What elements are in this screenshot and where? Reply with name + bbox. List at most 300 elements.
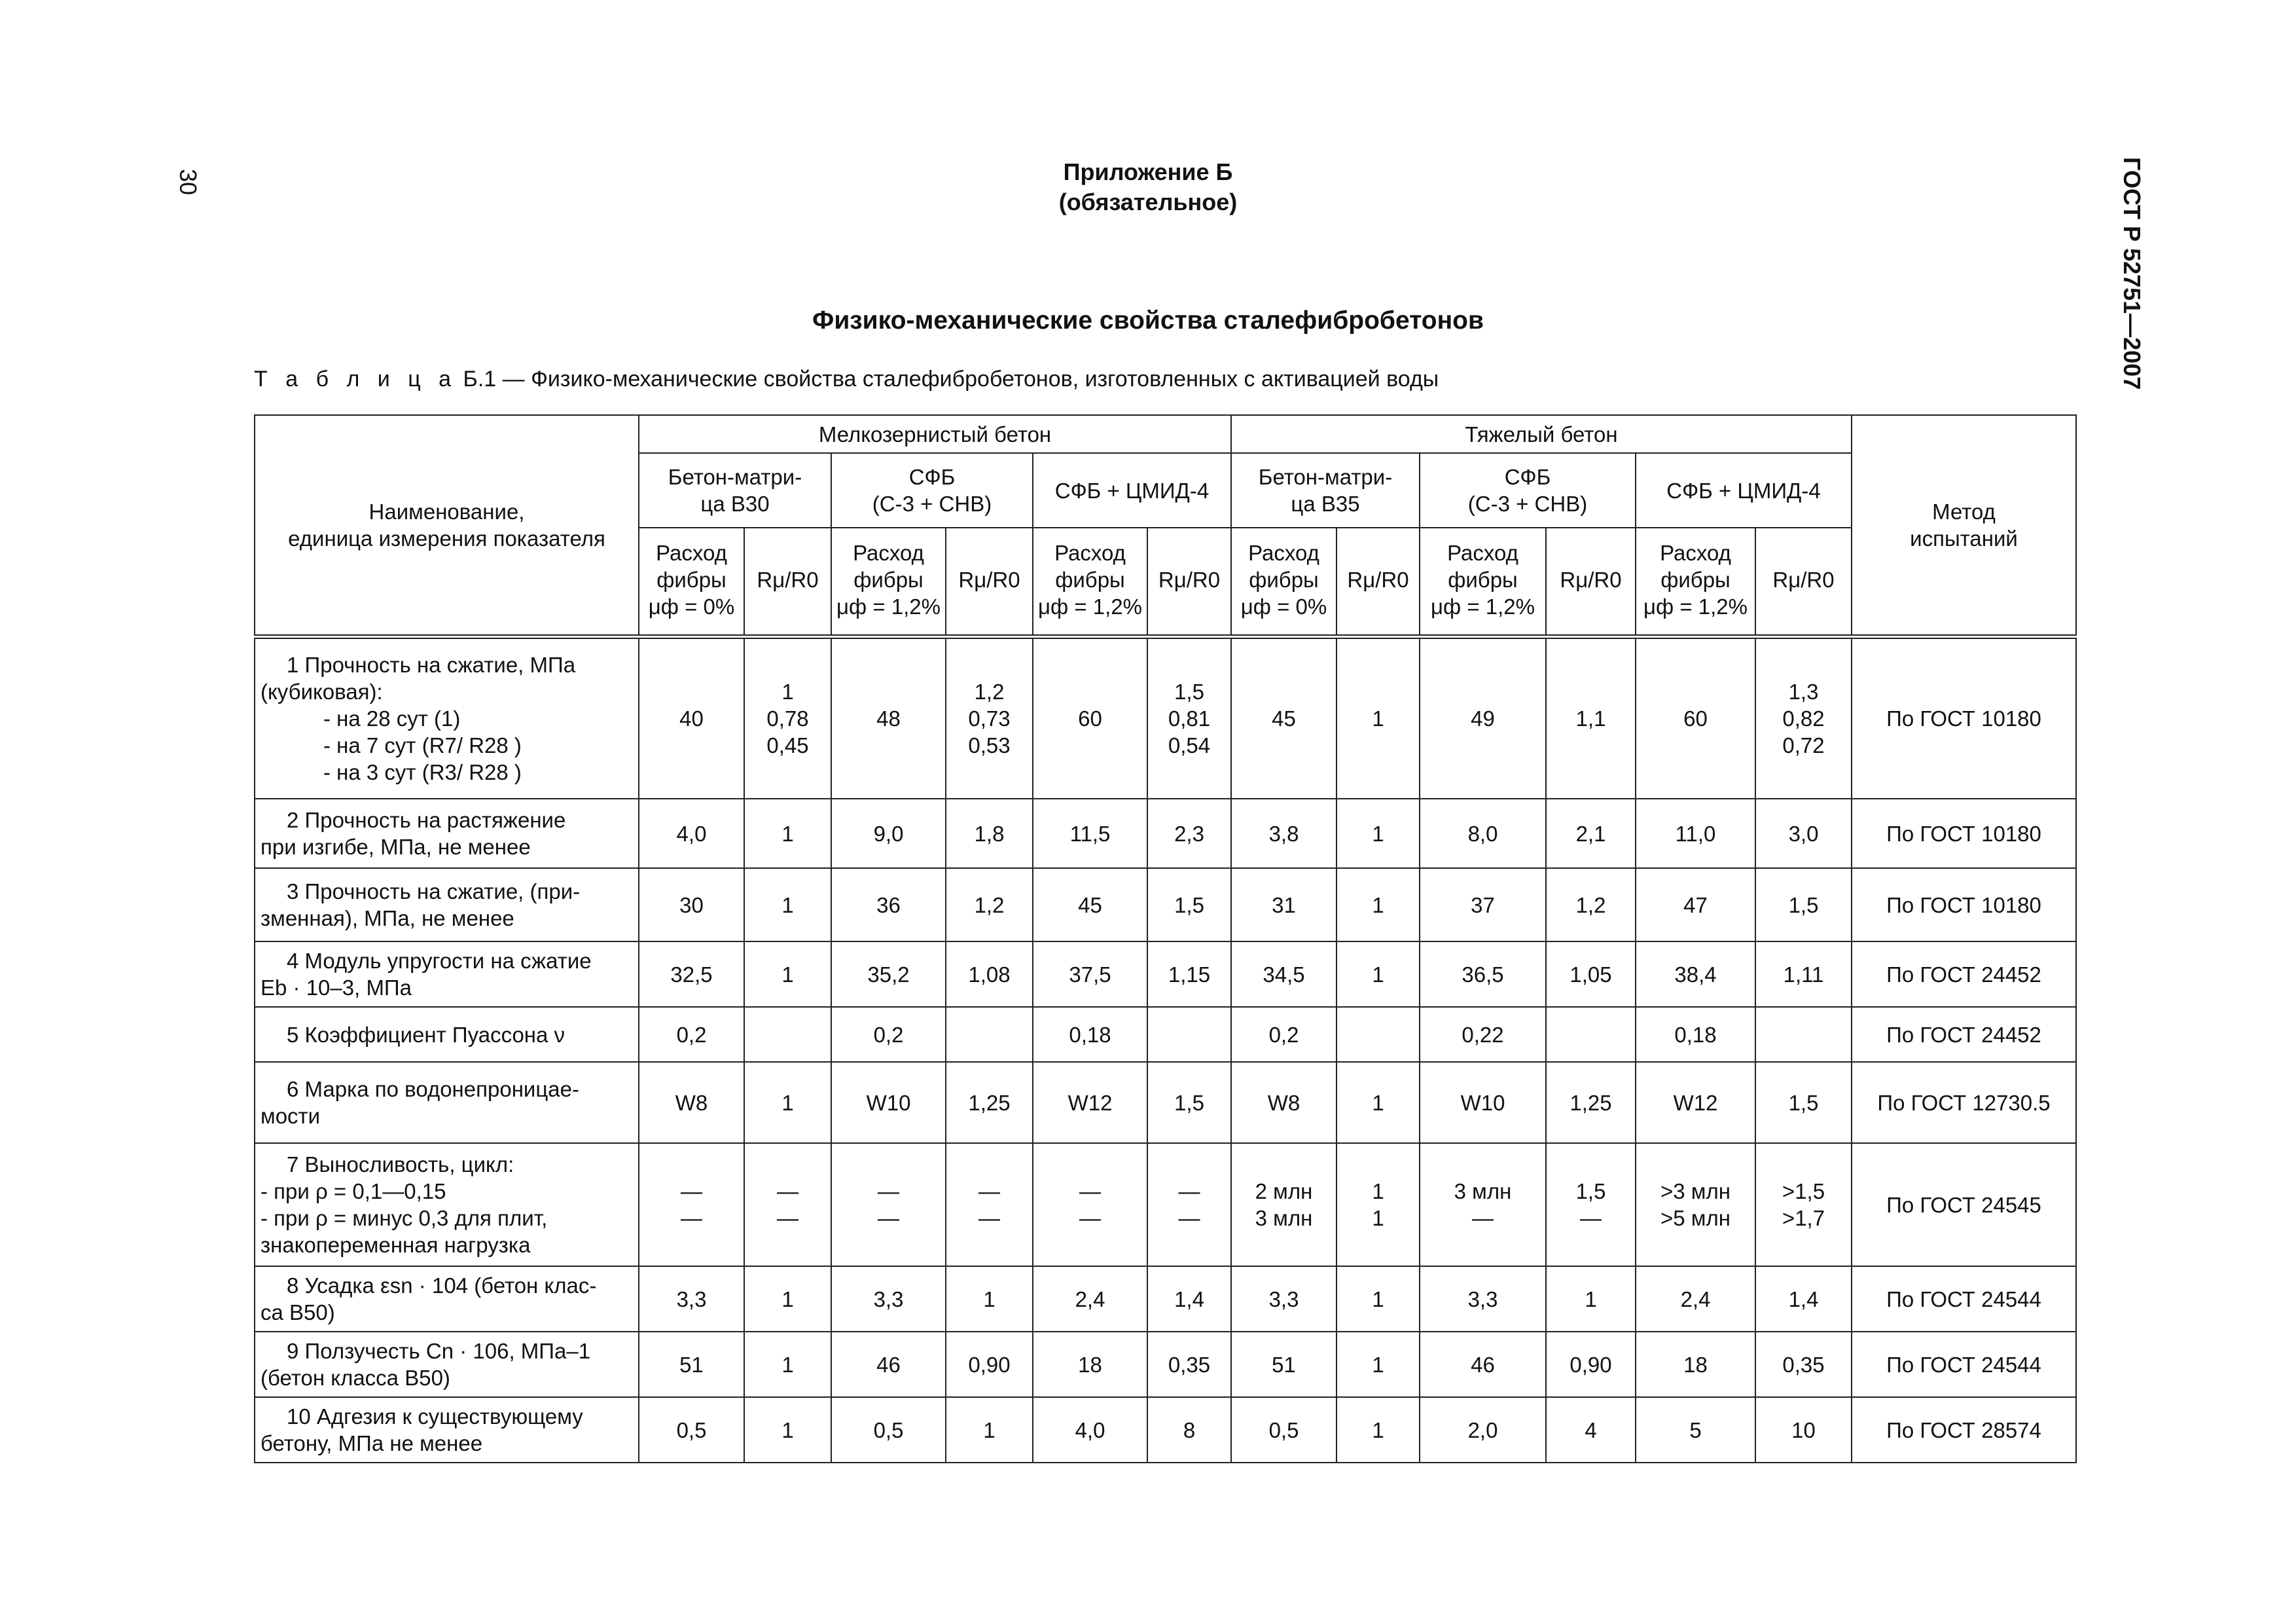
cell-value: 0,45 xyxy=(766,733,809,757)
cell-value: 0,5 xyxy=(873,1417,904,1442)
cell-value: 3,3 xyxy=(873,1286,904,1311)
cell-value: 46 xyxy=(1471,1352,1495,1377)
value-cell xyxy=(946,1332,1033,1397)
cell-value: 35,2 xyxy=(867,962,910,987)
value-cell xyxy=(1147,1332,1231,1397)
value-cell xyxy=(744,1062,831,1143)
table-row xyxy=(255,1143,2076,1266)
value-cell xyxy=(744,1266,831,1332)
value-cell xyxy=(1147,941,1231,1007)
cell-value: 8,0 xyxy=(1467,821,1498,846)
cell-value: 1,4 xyxy=(1788,1286,1819,1311)
cell-value: 1,3 xyxy=(1788,679,1819,704)
value-cell xyxy=(1033,1007,1147,1062)
value-cell xyxy=(639,1397,744,1463)
cell-value: — xyxy=(978,1179,1000,1203)
value-cell xyxy=(946,1266,1033,1332)
value-cell xyxy=(1336,799,1420,868)
cell-value: 1 xyxy=(781,821,794,846)
cell-value: 1 xyxy=(1372,706,1384,731)
table-row xyxy=(255,1062,2076,1143)
cell-value: 1,1 xyxy=(1575,706,1606,731)
value-cell xyxy=(1336,1007,1420,1062)
cell-value: 1,25 xyxy=(968,1090,1011,1115)
value-cell xyxy=(1755,1007,1852,1062)
value-cell xyxy=(1546,941,1636,1007)
cell-value: 1 xyxy=(781,962,794,987)
value-cell xyxy=(1546,636,1636,799)
value-cell xyxy=(1033,941,1147,1007)
cell-value: 1,2 xyxy=(974,679,1005,704)
value-cell xyxy=(1755,1062,1852,1143)
cell-value: — xyxy=(777,1206,798,1230)
cell-value: 1 xyxy=(1372,1417,1384,1442)
cell-value: 2,0 xyxy=(1467,1417,1498,1442)
value-cell xyxy=(744,941,831,1007)
value-cell xyxy=(1231,1266,1336,1332)
cell-value: 5 xyxy=(1689,1417,1702,1442)
value-cell xyxy=(831,868,946,941)
cell-value: 1 xyxy=(1585,1286,1597,1311)
header-fine-sfb-line-2: (С-3 + СНВ) xyxy=(872,492,992,516)
header-method-line-2: испытаний xyxy=(1910,526,2018,551)
value-cell xyxy=(1755,1397,1852,1463)
header-fiber-rate-line-2: фибры xyxy=(853,568,924,593)
cell-value: — xyxy=(681,1179,702,1203)
cell-value: 0,35 xyxy=(1782,1352,1825,1377)
value-cell xyxy=(1420,1007,1546,1062)
value-cell xyxy=(639,1332,744,1397)
cell-value: — xyxy=(878,1179,899,1203)
cell-value: 0,54 xyxy=(1168,733,1211,757)
cell-value: 37,5 xyxy=(1069,962,1111,987)
cell-value: 4,0 xyxy=(676,821,707,846)
value-cell xyxy=(1420,1143,1546,1266)
value-cell xyxy=(639,1062,744,1143)
value-cell xyxy=(639,1007,744,1062)
page-number: 30 xyxy=(175,169,202,196)
value-cell xyxy=(1147,1266,1231,1332)
value-cell xyxy=(1033,799,1147,868)
table-row xyxy=(255,941,2076,1007)
cell-value: 1 xyxy=(781,1090,794,1115)
table-row xyxy=(255,799,2076,868)
table-row xyxy=(255,1332,2076,1397)
row-name-line: 4 Модуль упругости на сжатие xyxy=(287,949,592,973)
cell-value: 18 xyxy=(1078,1352,1102,1377)
value-cell xyxy=(1755,799,1852,868)
cell-value: 0,22 xyxy=(1462,1022,1504,1047)
header-fiber-rate-line-1: Расход xyxy=(853,541,924,566)
cell-value: 3 млн xyxy=(1255,1206,1313,1230)
cell-value: 1,5 xyxy=(1788,1090,1819,1115)
header-strength-ratio: Rμ/R0 xyxy=(1755,528,1852,636)
gost-code-side: ГОСТ Р 52751—2007 xyxy=(2119,157,2145,390)
row-property-name xyxy=(255,636,639,799)
appendix-title: Приложение Б xyxy=(1063,158,1233,185)
cell-value: 1,8 xyxy=(974,821,1005,846)
header-method xyxy=(1852,415,2076,636)
row-property-name xyxy=(255,1062,639,1143)
row-name-line: 9 Ползучесть Cn · 106, МПа–1 xyxy=(287,1339,591,1363)
value-cell xyxy=(1546,1266,1636,1332)
row-name-subline: - на 3 сут (R3/ R28 ) xyxy=(323,759,522,784)
cell-value: 1 xyxy=(1372,821,1384,846)
cell-value: 3,3 xyxy=(676,1286,707,1311)
value-cell xyxy=(1231,1143,1336,1266)
value-cell xyxy=(1636,941,1755,1007)
header-fiber-rate-line-1: Расход xyxy=(656,541,727,566)
header-fiber-rate-line-3: μф = 0% xyxy=(648,594,735,619)
value-cell xyxy=(946,1007,1033,1062)
cell-value: 0,72 xyxy=(1782,733,1825,757)
header-fine-matrix xyxy=(639,453,831,528)
cell-value: 3,3 xyxy=(1268,1286,1299,1311)
header-heavy-sfb xyxy=(1420,453,1636,528)
row-property-name xyxy=(255,868,639,941)
cell-value: 0,81 xyxy=(1168,706,1211,731)
value-cell xyxy=(1147,636,1231,799)
value-cell xyxy=(831,941,946,1007)
cell-value: — xyxy=(1079,1179,1101,1203)
cell-value: 0,5 xyxy=(1268,1417,1299,1442)
cell-value: — xyxy=(978,1206,1000,1230)
value-cell xyxy=(1336,1397,1420,1463)
value-cell xyxy=(831,1007,946,1062)
cell-value: 2 млн xyxy=(1255,1179,1313,1203)
cell-value: W8 xyxy=(1267,1090,1300,1115)
value-cell xyxy=(1336,941,1420,1007)
value-cell xyxy=(1033,1332,1147,1397)
value-cell xyxy=(1033,636,1147,799)
cell-value: 0,2 xyxy=(873,1022,904,1047)
cell-value: 34,5 xyxy=(1263,962,1305,987)
cell-value: 0,82 xyxy=(1782,706,1825,731)
value-cell xyxy=(1147,799,1231,868)
value-cell xyxy=(831,1397,946,1463)
cell-value: W12 xyxy=(1673,1090,1718,1115)
cell-value: — xyxy=(1580,1206,1602,1230)
cell-value: 1 xyxy=(983,1286,996,1311)
value-cell xyxy=(1420,636,1546,799)
value-cell xyxy=(639,799,744,868)
cell-value: >1,7 xyxy=(1782,1206,1825,1230)
cell-value: 1 xyxy=(1372,1206,1384,1230)
row-property-name xyxy=(255,1143,639,1266)
cell-value: 30 xyxy=(679,892,704,917)
cell-value: 40 xyxy=(679,706,704,731)
header-fine-sfb-cmid: СФБ + ЦМИД-4 xyxy=(1033,453,1231,528)
value-cell xyxy=(1231,1007,1336,1062)
cell-value: >1,5 xyxy=(1782,1179,1825,1203)
row-property-name xyxy=(255,941,639,1007)
section-title: Физико-механические свойства сталефибробетонов xyxy=(812,306,1484,335)
header-fine-sfb xyxy=(831,453,1033,528)
cell-value: 36 xyxy=(876,892,901,917)
cell-value: 10 xyxy=(1791,1417,1816,1442)
cell-value: 1,5 xyxy=(1174,892,1204,917)
cell-value: 4 xyxy=(1585,1417,1597,1442)
header-fiber-rate xyxy=(831,528,946,636)
cell-value: 4,0 xyxy=(1075,1417,1105,1442)
row-test-method: По ГОСТ 10180 xyxy=(1852,799,2076,868)
row-name-line: са В50) xyxy=(260,1300,335,1324)
cell-value: — xyxy=(681,1206,702,1230)
row-name-subline: - на 28 сут (1) xyxy=(323,706,461,731)
appendix-status: (обязательное) xyxy=(1058,189,1238,215)
header-fiber-rate-line-2: фибры xyxy=(1055,568,1125,593)
value-cell xyxy=(1147,868,1231,941)
value-cell xyxy=(946,941,1033,1007)
cell-value: 51 xyxy=(1272,1352,1296,1377)
cell-value: 3,8 xyxy=(1268,821,1299,846)
cell-value: 36,5 xyxy=(1462,962,1504,987)
row-name-line: - при ρ = 0,1—0,15 xyxy=(260,1179,446,1203)
header-fine-matrix-line-1: Бетон-матри- xyxy=(668,465,802,489)
value-cell xyxy=(946,636,1033,799)
cell-value: 0,53 xyxy=(968,733,1011,757)
value-cell xyxy=(1636,1266,1755,1332)
cell-value: 47 xyxy=(1683,892,1708,917)
cell-value: 0,78 xyxy=(766,706,809,731)
value-cell xyxy=(1636,1397,1755,1463)
cell-value: 1 xyxy=(1372,1179,1384,1203)
row-property-name xyxy=(255,1397,639,1463)
cell-value: 11,0 xyxy=(1675,821,1716,846)
cell-value: 1,5 xyxy=(1788,892,1819,917)
cell-value: 18 xyxy=(1683,1352,1708,1377)
cell-value: 0,73 xyxy=(968,706,1011,731)
value-cell xyxy=(1636,799,1755,868)
value-cell xyxy=(831,636,946,799)
value-cell xyxy=(1636,636,1755,799)
header-fiber-rate-line-2: фибры xyxy=(1660,568,1731,593)
cell-value: W10 xyxy=(866,1090,911,1115)
cell-value: 60 xyxy=(1683,706,1708,731)
cell-value: >3 млн xyxy=(1660,1179,1731,1203)
header-fiber-rate-line-3: μф = 1,2% xyxy=(836,594,941,619)
value-cell xyxy=(946,1397,1033,1463)
value-cell xyxy=(1033,1397,1147,1463)
header-fiber-rate-line-2: фибры xyxy=(656,568,726,593)
cell-value: — xyxy=(1178,1206,1200,1230)
cell-value: 3,0 xyxy=(1788,821,1819,846)
cell-value: >5 млн xyxy=(1660,1206,1731,1230)
header-fiber-rate-line-1: Расход xyxy=(1054,541,1126,566)
row-test-method: По ГОСТ 24452 xyxy=(1852,941,2076,1007)
cell-value: 1,5 xyxy=(1174,679,1204,704)
row-test-method: По ГОСТ 10180 xyxy=(1852,868,2076,941)
cell-value: W12 xyxy=(1067,1090,1113,1115)
row-test-method: По ГОСТ 24544 xyxy=(1852,1266,2076,1332)
cell-value: 1 xyxy=(781,1286,794,1311)
row-name-line: 2 Прочность на растяжение xyxy=(287,808,566,832)
table-row xyxy=(255,868,2076,941)
row-property-name xyxy=(255,799,639,868)
cell-value: 1 xyxy=(781,1417,794,1442)
cell-value: 1 xyxy=(1372,1090,1384,1115)
value-cell xyxy=(1755,1332,1852,1397)
header-fiber-rate xyxy=(1636,528,1755,636)
cell-value: 0,90 xyxy=(968,1352,1011,1377)
cell-value: 1 xyxy=(1372,962,1384,987)
value-cell xyxy=(1033,1062,1147,1143)
value-cell xyxy=(1546,1143,1636,1266)
header-heavy-concrete: Тяжелый бетон xyxy=(1231,415,1852,453)
caption-number: Б.1 xyxy=(463,367,497,392)
value-cell xyxy=(1755,1266,1852,1332)
cell-value: 1,2 xyxy=(974,892,1005,917)
header-method-line-1: Метод xyxy=(1932,499,1996,524)
value-cell xyxy=(1147,1397,1231,1463)
cell-value: 1 xyxy=(781,892,794,917)
value-cell xyxy=(639,868,744,941)
header-fiber-rate-line-1: Расход xyxy=(1248,541,1319,566)
header-fiber-rate-line-2: фибры xyxy=(1448,568,1518,593)
cell-value: 0,18 xyxy=(1069,1022,1111,1047)
cell-value: 0,5 xyxy=(676,1417,707,1442)
cell-value: 46 xyxy=(876,1352,901,1377)
cell-value: 1,05 xyxy=(1570,962,1612,987)
cell-value: 0,2 xyxy=(1268,1022,1299,1047)
value-cell xyxy=(1755,868,1852,941)
value-cell xyxy=(1231,868,1336,941)
cell-value: 51 xyxy=(679,1352,704,1377)
header-fiber-rate-line-2: фибры xyxy=(1249,568,1319,593)
value-cell xyxy=(1755,636,1852,799)
header-strength-ratio: Rμ/R0 xyxy=(1546,528,1636,636)
row-name-line: бетону, МПа не менее xyxy=(260,1431,483,1455)
value-cell xyxy=(1420,1397,1546,1463)
row-test-method: По ГОСТ 10180 xyxy=(1852,636,2076,799)
value-cell xyxy=(1033,1266,1147,1332)
header-fine-sfb-line-1: СФБ xyxy=(908,465,956,489)
value-cell xyxy=(1231,941,1336,1007)
cell-value: 1,5 xyxy=(1575,1179,1606,1203)
cell-value: 49 xyxy=(1471,706,1495,731)
row-test-method: По ГОСТ 24544 xyxy=(1852,1332,2076,1397)
value-cell xyxy=(831,799,946,868)
value-cell xyxy=(1336,636,1420,799)
header-strength-ratio: Rμ/R0 xyxy=(744,528,831,636)
cell-value: 1,4 xyxy=(1174,1286,1204,1311)
header-fiber-rate xyxy=(1231,528,1336,636)
cell-value: 11,5 xyxy=(1069,821,1111,846)
value-cell xyxy=(1636,1332,1755,1397)
header-heavy-sfb-line-1: СФБ xyxy=(1504,465,1551,489)
header-name-column xyxy=(255,415,639,636)
value-cell xyxy=(1231,1062,1336,1143)
cell-value: 32,5 xyxy=(670,962,713,987)
value-cell xyxy=(831,1332,946,1397)
table-caption xyxy=(254,367,1439,392)
value-cell xyxy=(1420,799,1546,868)
value-cell xyxy=(1231,799,1336,868)
value-cell xyxy=(744,636,831,799)
cell-value: 0,35 xyxy=(1168,1352,1211,1377)
cell-value: 1 xyxy=(781,1352,794,1377)
cell-value: 0,90 xyxy=(1570,1352,1612,1377)
cell-value: 0,2 xyxy=(676,1022,707,1047)
value-cell xyxy=(946,868,1033,941)
value-cell xyxy=(1546,799,1636,868)
caption-label: Т а б л и ц а xyxy=(254,367,457,392)
cell-value: 48 xyxy=(876,706,901,731)
row-property-name xyxy=(255,1266,639,1332)
value-cell xyxy=(1336,1062,1420,1143)
row-property-name xyxy=(255,1007,639,1062)
value-cell xyxy=(1755,1143,1852,1266)
table-body xyxy=(255,636,2076,1463)
cell-value: 1 xyxy=(1372,1286,1384,1311)
header-fiber-rate-line-3: μф = 1,2% xyxy=(1431,594,1535,619)
value-cell xyxy=(1420,1266,1546,1332)
cell-value: 3 млн xyxy=(1454,1179,1512,1203)
row-name-line: (кубиковая): xyxy=(260,679,383,704)
value-cell xyxy=(744,1007,831,1062)
cell-value: 1 xyxy=(1372,1352,1384,1377)
value-cell xyxy=(1336,1143,1420,1266)
cell-value: 1,11 xyxy=(1783,962,1824,987)
row-name-line: 3 Прочность на сжатие, (при- xyxy=(287,879,581,903)
value-cell xyxy=(1636,1143,1755,1266)
value-cell xyxy=(744,1332,831,1397)
value-cell xyxy=(639,941,744,1007)
row-name-line: 6 Марка по водонепроницае- xyxy=(287,1077,579,1101)
value-cell xyxy=(744,1397,831,1463)
cell-value: 0,18 xyxy=(1674,1022,1717,1047)
cell-value: 1,2 xyxy=(1575,892,1606,917)
cell-value: 1,15 xyxy=(1168,962,1211,987)
value-cell xyxy=(1231,636,1336,799)
row-name-line: 10 Адгезия к существующему xyxy=(287,1404,583,1429)
value-cell xyxy=(1420,868,1546,941)
value-cell xyxy=(1546,1007,1636,1062)
value-cell xyxy=(1033,868,1147,941)
row-name-line: 1 Прочность на сжатие, МПа xyxy=(287,652,576,677)
appendix-header xyxy=(0,157,2296,217)
header-name-line-1: Наименование, xyxy=(368,499,525,524)
cell-value: 8 xyxy=(1183,1417,1196,1442)
value-cell xyxy=(1420,1062,1546,1143)
value-cell xyxy=(1546,1332,1636,1397)
cell-value: — xyxy=(777,1179,798,1203)
value-cell xyxy=(1636,1062,1755,1143)
cell-value: 45 xyxy=(1078,892,1102,917)
cell-value: — xyxy=(878,1206,899,1230)
value-cell xyxy=(1636,1007,1755,1062)
cell-value: 1,08 xyxy=(968,962,1011,987)
value-cell xyxy=(946,1062,1033,1143)
table-row xyxy=(255,636,2076,799)
header-fiber-rate-line-1: Расход xyxy=(1660,541,1731,566)
row-name-line: 5 Коэффициент Пуассона ν xyxy=(287,1022,565,1047)
value-cell xyxy=(1420,1332,1546,1397)
value-cell xyxy=(1147,1143,1231,1266)
header-heavy-matrix-line-2: ца В35 xyxy=(1291,492,1360,516)
table-row xyxy=(255,1266,2076,1332)
header-fine-matrix-line-2: ца В30 xyxy=(700,492,770,516)
cell-value: 31 xyxy=(1272,892,1296,917)
header-fiber-rate-line-3: μф = 0% xyxy=(1240,594,1327,619)
value-cell xyxy=(1336,1332,1420,1397)
header-strength-ratio: Rμ/R0 xyxy=(1147,528,1231,636)
caption-text: — Физико-механические свойства сталефибробетонов, изготовленных с активацией воды xyxy=(502,367,1439,392)
row-name-line: Eb · 10–3, МПа xyxy=(260,976,412,1000)
value-cell xyxy=(639,1266,744,1332)
cell-value: 1,25 xyxy=(1570,1090,1612,1115)
cell-value: — xyxy=(1079,1206,1101,1230)
